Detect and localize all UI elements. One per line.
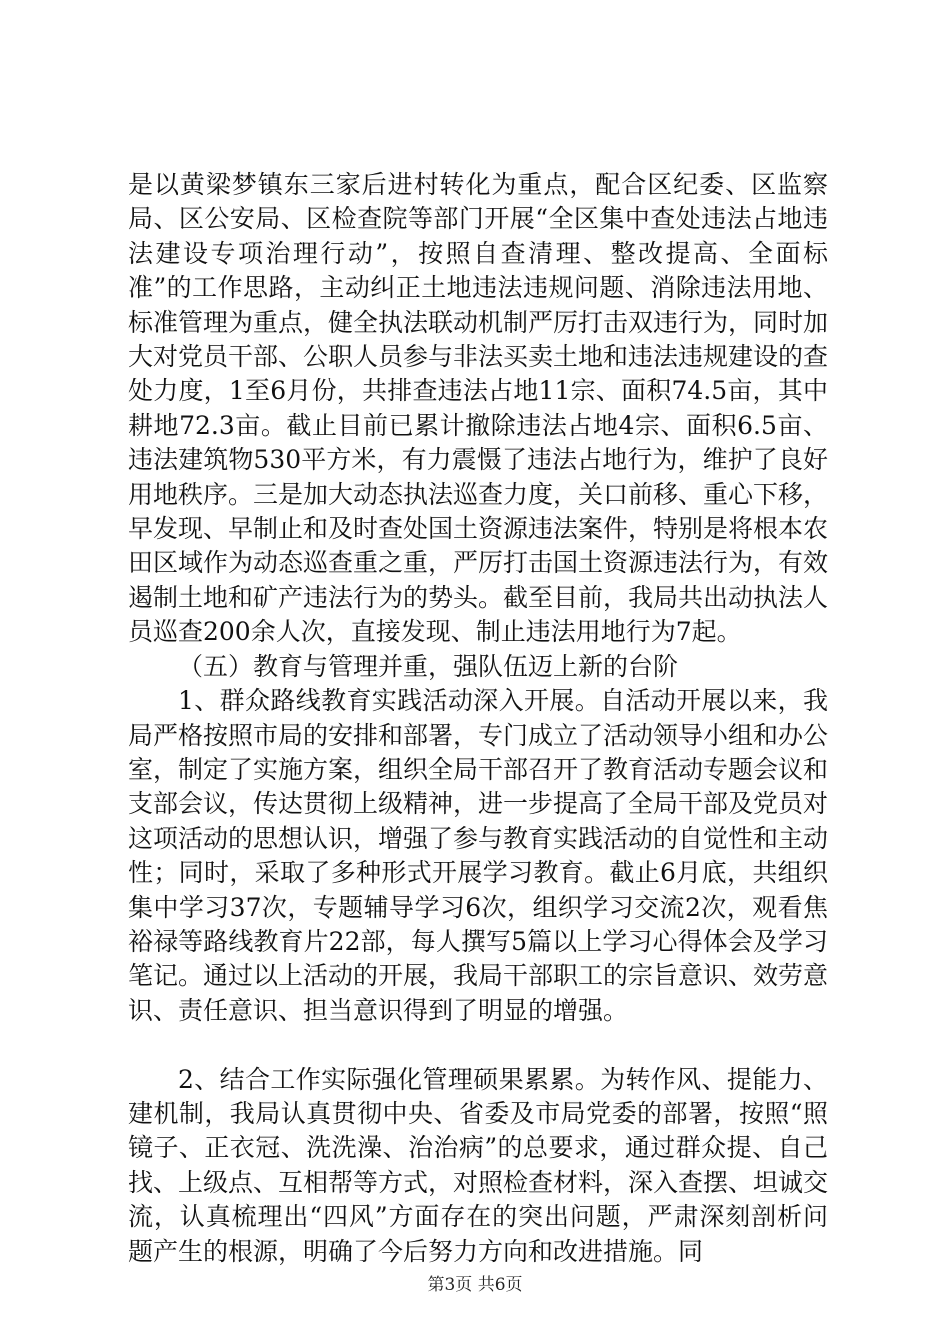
page-number-footer: 第3页 共6页 [427, 1275, 523, 1295]
document-body [128, 168, 828, 1269]
paragraph-mass-line: 1、群众路线教育实践活动深入开展。自活动开展以来，我局严格按照市局的安排和部署，专门成立了活动领导小组和办公室，制定了实施方案，组织全局干部召开了教育活动专题会议和支部会议，传达贯彻上级精神，进一步提高了全局干部及党员对这项活动的思想认识，增强了参与教育实践活动的自觉性和主动性；同时，采取了多种形式开展学习教育。截止6月底，共组织集中学习37次，专题辅导学习6次，组织学习交流2次，观看焦裕禄等路线教育片22部，每人撰写5篇以上学习心得体会及学习笔记。通过以上活动的开展，我局干部职工的宗旨意识、效劳意识、责任意识、担当意识得到了明显的增强。 [128, 686, 829, 1025]
section-heading-education: （五）教育与管理并重，强队伍迈上新的台阶 [178, 651, 679, 681]
paragraph-spacer [128, 1028, 828, 1062]
paragraph-enforcement: 是以黄梁梦镇东三家后进村转化为重点，配合区纪委、区监察局、区公安局、区检查院等部门开展“全区集中查处违法占地违法建设专项治理行动”，按照自查清理、整改提高、全面标准”的工作思路，主动纠正土地违法违规问题、消除违法用地、标准管理为重点，健全执法联动机制严厉打击双违行为，同时加大对党员干部、公职人员参与非法买卖土地和违法违规建设的查处力度，1至6月份，共排查违法占地11宗、面积74.5亩，其中耕地72.3亩。截止目前已累计撤除违法占地4宗、面积6.5亩、违法建筑物530平方米，有力震慑了违法占地行为，维护了良好用地秩序。三是加大动态执法巡查力度，关口前移、重心下移，早发现、早制止和及时查处国土资源违法案件，特别是将根本农田区域作为动态巡查重之重，严厉打击国土资源违法行为，有效遏制土地和矿产违法行为的势头。截至目前，我局共出动执法人员巡查200余人次，直接发现、制止违法用地行为7起。 [128, 170, 829, 647]
paragraph-management: 2、结合工作实际强化管理硕果累累。为转作风、提能力、建机制，我局认真贯彻中央、省委及市局党委的部署，按照“照镜子、正衣冠、洗洗澡、治治病”的总要求，通过群众提、自己找、上级点、互相帮等方式，对照检查材料，深入查摆、坦诚交流，认真梳理出“四风”方面存在的突出问题，严肃深刻剖析问题产生的根源，明确了今后努力方向和改进措施。同 [128, 1064, 829, 1266]
